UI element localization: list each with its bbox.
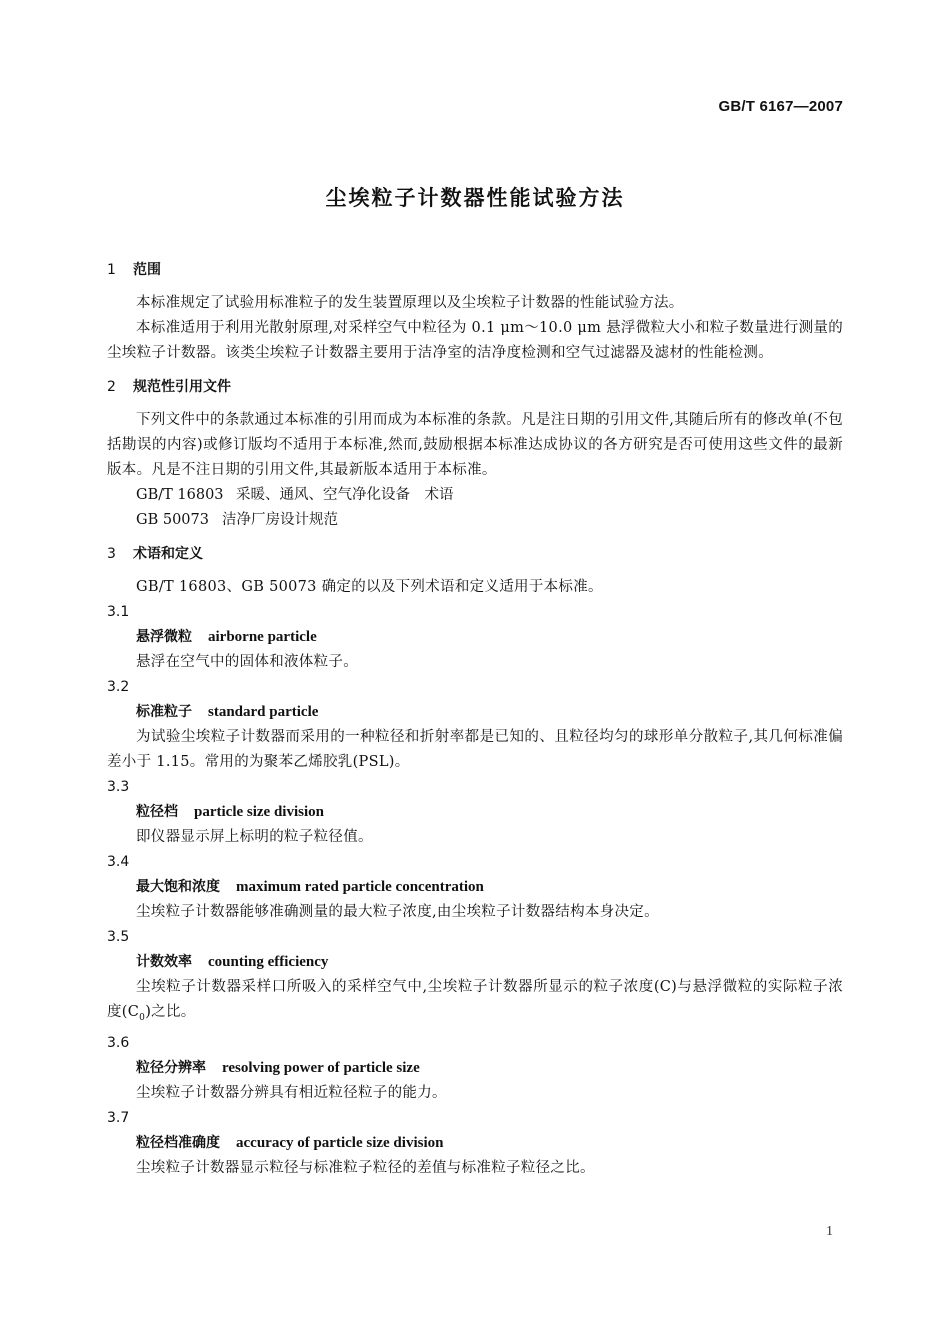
reference-title: 采暖、通风、空气净化设备 术语	[236, 487, 454, 503]
reference-code: GB 50073	[136, 512, 209, 528]
section-number: 1	[107, 262, 116, 278]
reference-code: GB/T 16803	[136, 487, 224, 503]
references-paragraph: 下列文件中的条款通过本标准的引用而成为本标准的条款。凡是注日期的引用文件,其随后所有的修改单(不包括勘误的内容)或修订版均不适用于本标准,然而,鼓励根据本标准达成协议的各方研究是否可使用这些文件的最新版本。凡是不注日期的引用文件,其最新版本适用于本标准。	[107, 412, 843, 478]
term-heading	[107, 800, 843, 825]
term-number: 3.4	[107, 854, 130, 870]
term-en: airborne particle	[208, 629, 317, 645]
term-en: counting efficiency	[208, 954, 329, 970]
term-definition: 尘埃粒子计数器分辨具有相近粒径粒子的能力。	[136, 1084, 447, 1101]
term-definition: 尘埃粒子计数器显示粒径与标准粒子粒径的差值与标准粒子粒径之比。	[136, 1159, 595, 1176]
term-zh: 计数效率	[136, 954, 192, 970]
subscript-zero: 0	[139, 1012, 146, 1023]
term-en: particle size division	[194, 804, 324, 820]
term-definition: 即仪器显示屏上标明的粒子粒径值。	[136, 829, 373, 845]
section-number: 3	[107, 546, 116, 562]
page-number: 1	[826, 1224, 833, 1239]
term-definition-text: )之比。	[145, 1004, 196, 1020]
term-en: accuracy of particle size division	[236, 1134, 444, 1151]
scope-paragraph-1: 本标准规定了试验用标准粒子的发生装置原理以及尘埃粒子计数器的性能试验方法。	[136, 295, 684, 311]
section-title: 范围	[133, 262, 161, 278]
term-number: 3.1	[107, 604, 130, 620]
section-heading-terms-definitions	[107, 542, 843, 567]
term-zh: 最大饱和浓度	[136, 879, 220, 895]
term-number: 3.3	[107, 779, 130, 795]
reference-item	[107, 508, 843, 533]
terms-intro: GB/T 16803、GB 50073 确定的以及下列术语和定义适用于本标准。	[136, 579, 603, 595]
section-title: 规范性引用文件	[133, 379, 231, 395]
term-number: 3.2	[107, 679, 130, 695]
term-heading	[107, 950, 843, 975]
scope-paragraph-2: 本标准适用于利用光散射原理,对采样空气中粒径为 0.1 μm～10.0 μm 悬浮微粒大小和粒子数量进行测量的尘埃粒子计数器。该类尘埃粒子计数器主要用于洁净室的洁净度检测和空气过滤器及滤材的性能检测。	[107, 320, 843, 361]
term-definition: 为试验尘埃粒子计数器而采用的一种粒径和折射率都是已知的、且粒径均匀的球形单分散粒子,其几何标准偏差小于 1.15。常用的为聚苯乙烯胶乳(PSL)。	[107, 729, 843, 770]
term-heading	[107, 1131, 843, 1156]
term-heading	[107, 1056, 843, 1081]
section-heading-normative-references	[107, 375, 843, 400]
term-zh: 粒径档准确度	[136, 1134, 220, 1151]
term-zh: 粒径分辨率	[136, 1059, 206, 1076]
term-number: 3.7	[107, 1109, 130, 1126]
section-heading-scope	[107, 258, 843, 283]
reference-title: 洁净厂房设计规范	[222, 512, 338, 528]
term-zh: 悬浮微粒	[136, 629, 192, 645]
reference-item	[107, 483, 843, 508]
term-en: standard particle	[208, 704, 319, 720]
term-definition	[107, 975, 843, 1031]
term-zh: 粒径档	[136, 804, 178, 820]
term-heading	[107, 625, 843, 650]
standard-code: GB/T 6167—2007	[718, 98, 843, 115]
term-en: resolving power of particle size	[222, 1059, 420, 1076]
section-number: 2	[107, 379, 116, 395]
term-definition-text: 尘埃粒子计数器采样口所吸入的采样空气中,尘埃粒子计数器所显示的粒子浓度(C)与悬浮微粒的实际粒子浓度(C	[107, 979, 843, 1020]
term-zh: 标准粒子	[136, 704, 192, 720]
term-heading	[107, 875, 843, 900]
document-title: 尘埃粒子计数器性能试验方法	[325, 186, 625, 210]
term-definition: 尘埃粒子计数器能够准确测量的最大粒子浓度,由尘埃粒子计数器结构本身决定。	[136, 904, 659, 920]
term-en: maximum rated particle concentration	[236, 879, 484, 895]
term-heading	[107, 700, 843, 725]
term-definition: 悬浮在空气中的固体和液体粒子。	[136, 654, 358, 670]
term-number: 3.6	[107, 1034, 130, 1051]
section-title: 术语和定义	[133, 546, 203, 562]
term-number: 3.5	[107, 929, 130, 945]
document-body	[107, 258, 843, 1181]
